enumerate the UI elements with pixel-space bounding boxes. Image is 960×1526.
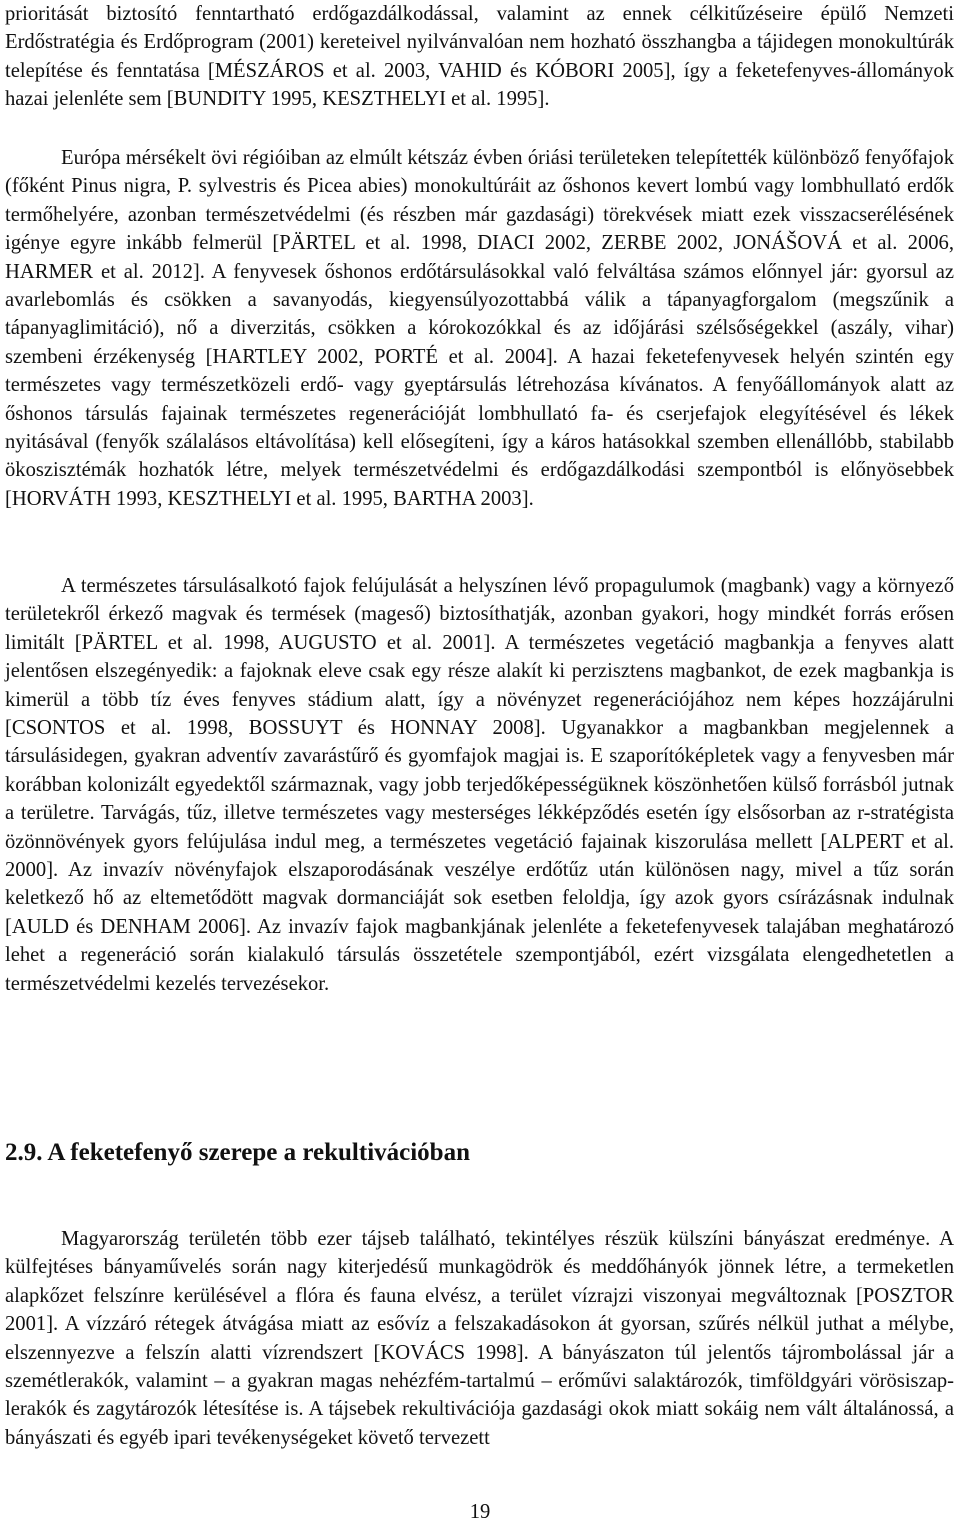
paragraph-conifer-monocultures: Európa mérsékelt övi régióiban az elmúlt kétszáz évben óriási területeken telepítették különböző fenyőfajok (főként Pinus nigra, P. sylvestris és Picea abies) monokultúráit az őshonos kevert lombú vagy lombhullató erdők termőhelyére, azonban természetvédelmi (és részben már gazdasági) törekvések miatt ezek visszacserélésének igénye egyre inkább felmerül [PÄRTEL et al. 1998, DIACI 2002, ZERBE 2002, JONÁŠOVÁ et al. 2006, HARMER et al. 2012]. A fenyvesek őshonos erdőtársulásokkal való felváltása számos előnnyel jár: gyorsul az avarlebomlás és csökken a savanyodás, kiegyensúlyozottabbá válik a tápanyagforgalom (megszűnik a tápanyaglimitáció), nő a diverzitás, csökken a kórokozókkal és az időjárási szélsőségekkel (aszály, vihar) szembeni érzékenység [HARTLEY 2002, PORTÉ et al. 2004]. A hazai feketefenyvesek helyén szintén egy természetes vagy természetközeli erdő- vagy gyeptársulás létrehozása kívánatos. A fenyőállományok alatt az őshonos társulás fajainak természetes regenerációját lombhullató fa- és cserjefajok elegyítésével és lékek nyitásával (fenyők szálalásos eltávolítása) kell elősegíteni, így a káros hatásokkal szemben ellenállóbb, stabilabb ökoszisztémák hozhatók létre, melyek természetvédelmi és erdőgazdálkodási szempontból is előnyösebbek [HORVÁTH 1993, KESZTHELYI et al. 1995, BARTHA 2003]. xyxy=(5,147,954,510)
section-heading: 2.9. A feketefenyő szerepe a rekultivációban xyxy=(5,1139,470,1166)
page-number: 19 xyxy=(469,1501,491,1523)
paragraph-seed-bank: A természetes társulásalkotó fajok felújulását a helyszínen lévő propagulumok (magbank) vagy a környező területekről érkező magvak és termések (mageső) biztosíthatják, azonban gyakori, hogy mindkét forrás erősen limitált [PÄRTEL et al. 1998, AUGUSTO et al. 2001]. A természetes vegetáció magbankja a fenyves alatt jelentősen elszegényedik: a fajoknak eleve csak egy része alakít ki perzisztens magbankot, de ezek magbankja is kimerül a több tíz éves fenyves stádium alatt, így a növényzet regenerációjához nem képes hozzájárulni [CSONTOS et al. 1998, BOSSUYT és HONNAY 2008]. Ugyanakkor a magbankban megjelennek a társulásidegen, gyakran adventív zavarástűrő és gyomfajok magjai is. E szaporítóképletek vagy a fenyvesben már korábban kolonizált egyedektől származnak, vagy jobb terjedőképességüknek köszönhetően külső forrásból jutnak a területre. Tarvágás, tűz, illetve természetes vagy mesterséges lékképződés esetén így elsősorban az r-stratégista özönnövények gyors felújulása indul meg, a természetes vegetáció fajainak kiszorulása mellett [ALPERT et al. 2000]. Az invazív növényfajok elszaporodásának veszélye erdőtűz után különösen nagy, mivel a tűz során keletkező hő az eltemetődött magvak dormanciáját sok esetben feloldja, így azok gyors csírázásnak indulnak [AULD és DENHAM 2006]. Az invazív fajok magbankjának jelenléte a feketefenyvesek talajában meghatározó lehet a regeneráció során kialakuló társulás összetétele szempontjából, ezért vizsgálata elengedhetetlen a természetvédelmi kezelés tervezésekor. xyxy=(5,575,954,995)
paragraph-recultivation: Magyarország területén több ezer tájseb található, tekintélyes részük külszíni bányászat eredménye. A külfejtéses bányaművelés során nagy kiterjedésű munkagödrök és meddőhányók jönnek létre, a termeketlen alapkőzet felszínre kerülésével a flóra és fauna elvész, a terület vízrajzi viszonyai megváltoznak [POSZTOR 2001]. A vízzáró rétegek átvágása miatt az esővíz a felszakadásokon át gyorsan, szűrés nélkül juthat a mélybe, elszennyezve a felszín alatti vízrendszert [KOVÁCS 1998]. A bányászaton túl jelentős tájrombolással jár a szemétlerakók, valamint – a gyakran magas nehézfém-tartalmú – erőművi salaktározók, timföldgyári vörösiszap-lerakók és zagytározók létesítése is. A tájsebek rekultivációja gazdasági okok miatt sokáig nem vált általánossá, a bányászati és egyéb ipari tevékenységeket követő tervezett xyxy=(5,1228,954,1449)
paragraph-continuation: prioritását biztosító fenntartható erdőgazdálkodással, valamint az ennek célkitűzéseire épülő Nemzeti Erdőstratégia és Erdőprogram (2001) kereteivel nyilvánvalóan nem hozható összhangba a tájidegen monokultúrák telepítése és fenntatása [MÉSZÁROS et al. 2003, VAHID és KÓBORI 2005], így a feketefenyves-állományok hazai jelenléte sem [BUNDITY 1995, KESZTHELYI et al. 1995]. xyxy=(5,3,954,111)
